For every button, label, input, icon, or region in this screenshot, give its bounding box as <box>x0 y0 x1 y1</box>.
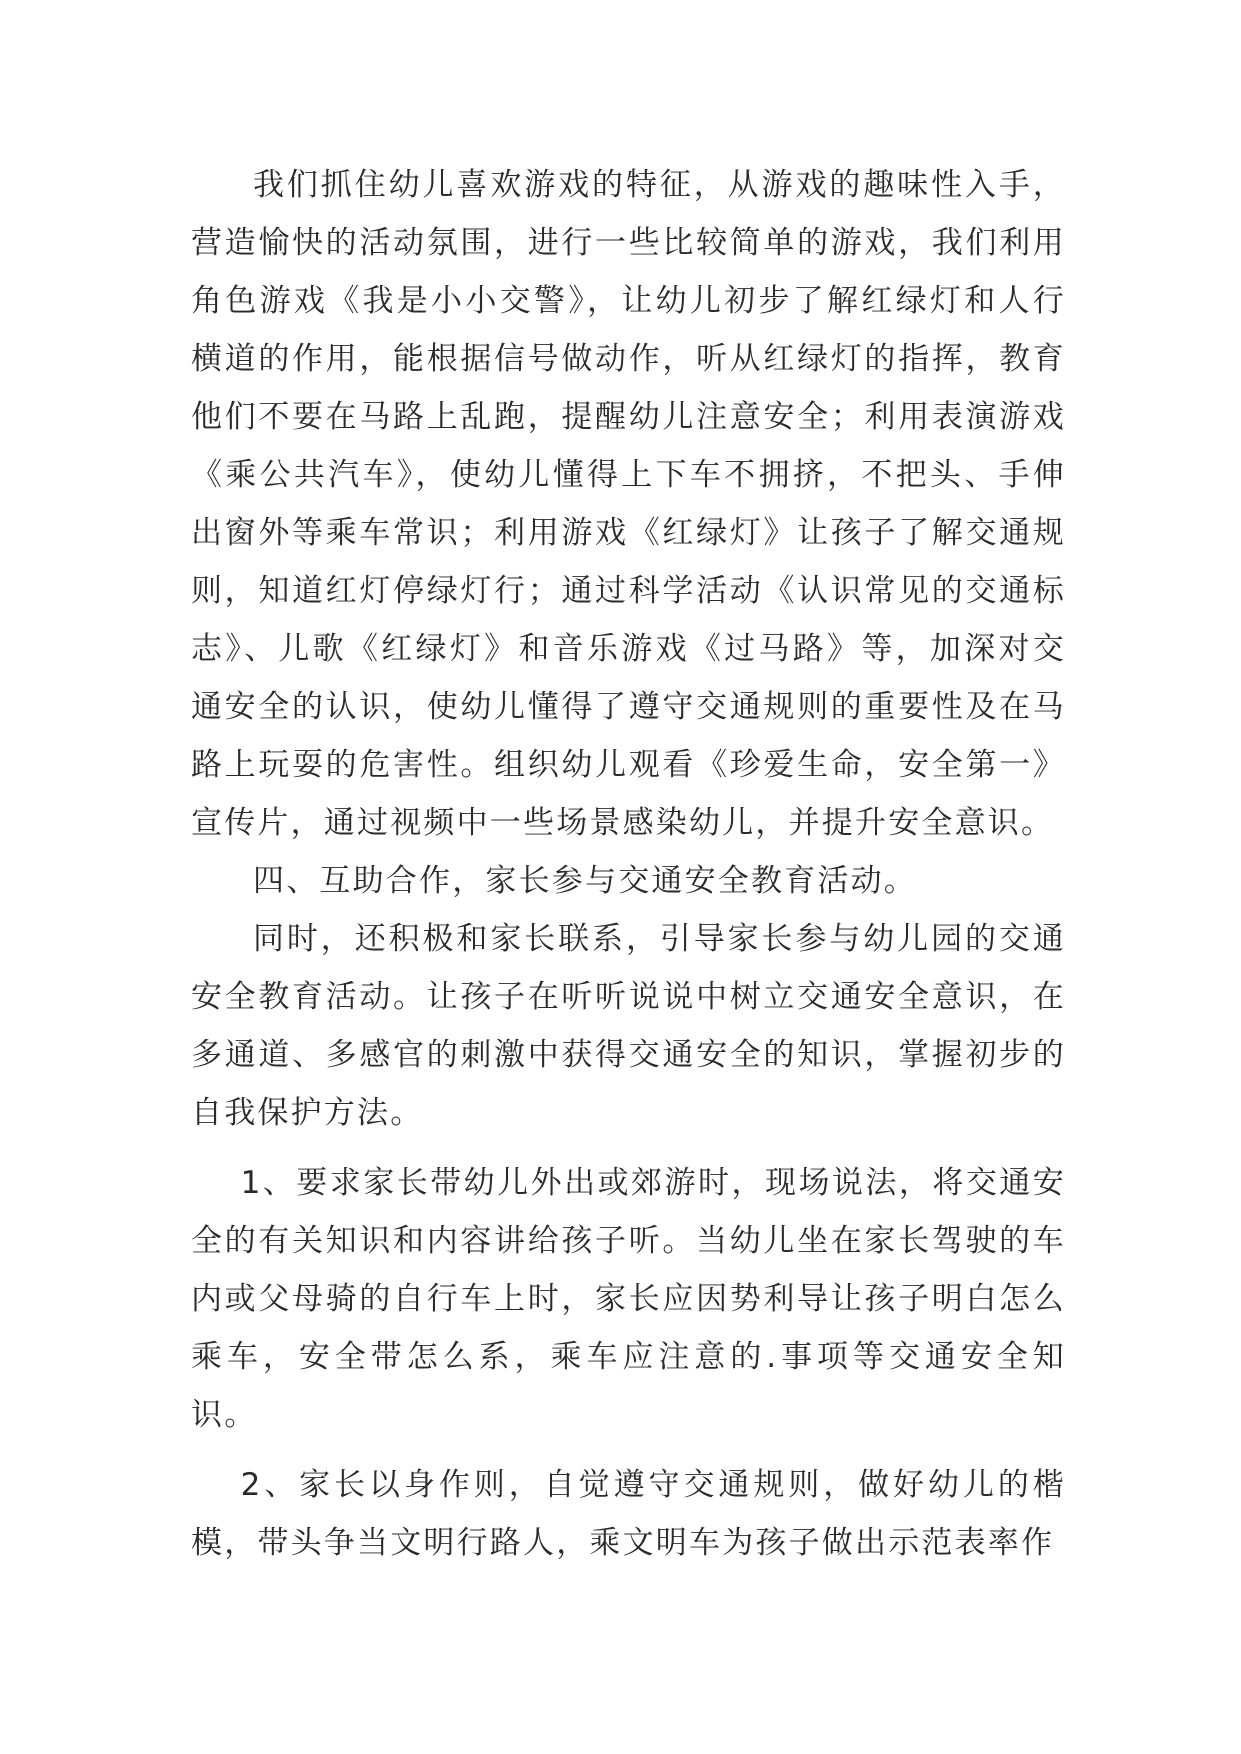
paragraph-parent-contact: 同时，还积极和家长联系，引导家长参与幼儿园的交通安全教育活动。让孩子在听听说说中树立交通安全意识，在多通道、多感官的刺激中获得交通安全的知识，掌握初步的自我保护方法。 <box>191 921 1066 1131</box>
section-heading-parent-cooperation: 四、互助合作，家长参与交通安全教育活动。 <box>253 863 917 899</box>
list-item-2: 2、家长以身作则，自觉遵守交通规则，做好幼儿的楷模，带头争当文明行路人，乘文明车为孩子做出示范表率作 <box>191 1467 1066 1561</box>
paragraph-games-activities: 我们抓住幼儿喜欢游戏的特征，从游戏的趣味性入手，营造愉快的活动氛围，进行一些比较简单的游戏，我们利用角色游戏《我是小小交警》，让幼儿初步了解红绿灯和人行横道的作用，能根据信号做动作，听从红绿灯的指挥，教育他们不要在马路上乱跑，提醒幼儿注意安全；利用表演游戏《乘公共汽车》，使幼儿懂得上下车不拥挤，不把头、手伸出窗外等乘车常识；利用游戏《红绿灯》让孩子了解交通规则，知道红灯停绿灯行；通过科学活动《认识常见的交通标志》、儿歌《红绿灯》和音乐游戏《过马路》等，加深对交通安全的认识，使幼儿懂得了遵守交通规则的重要性及在马路上玩耍的危害性。组织幼儿观看《珍爱生命，安全第一》宣传片，通过视频中一些场景感染幼儿，并提升安全意识。 <box>191 167 1066 841</box>
list-item-1: 1、要求家长带幼儿外出或郊游时，现场说法，将交通安全的有关知识和内容讲给孩子听。当幼儿坐在家长驾驶的车内或父母骑的自行车上时，家长应因势利导让孩子明白怎么乘车，安全带怎么系，乘车应注意的.事项等交通安全知识。 <box>191 1165 1066 1433</box>
document-body <box>191 156 1066 1572</box>
